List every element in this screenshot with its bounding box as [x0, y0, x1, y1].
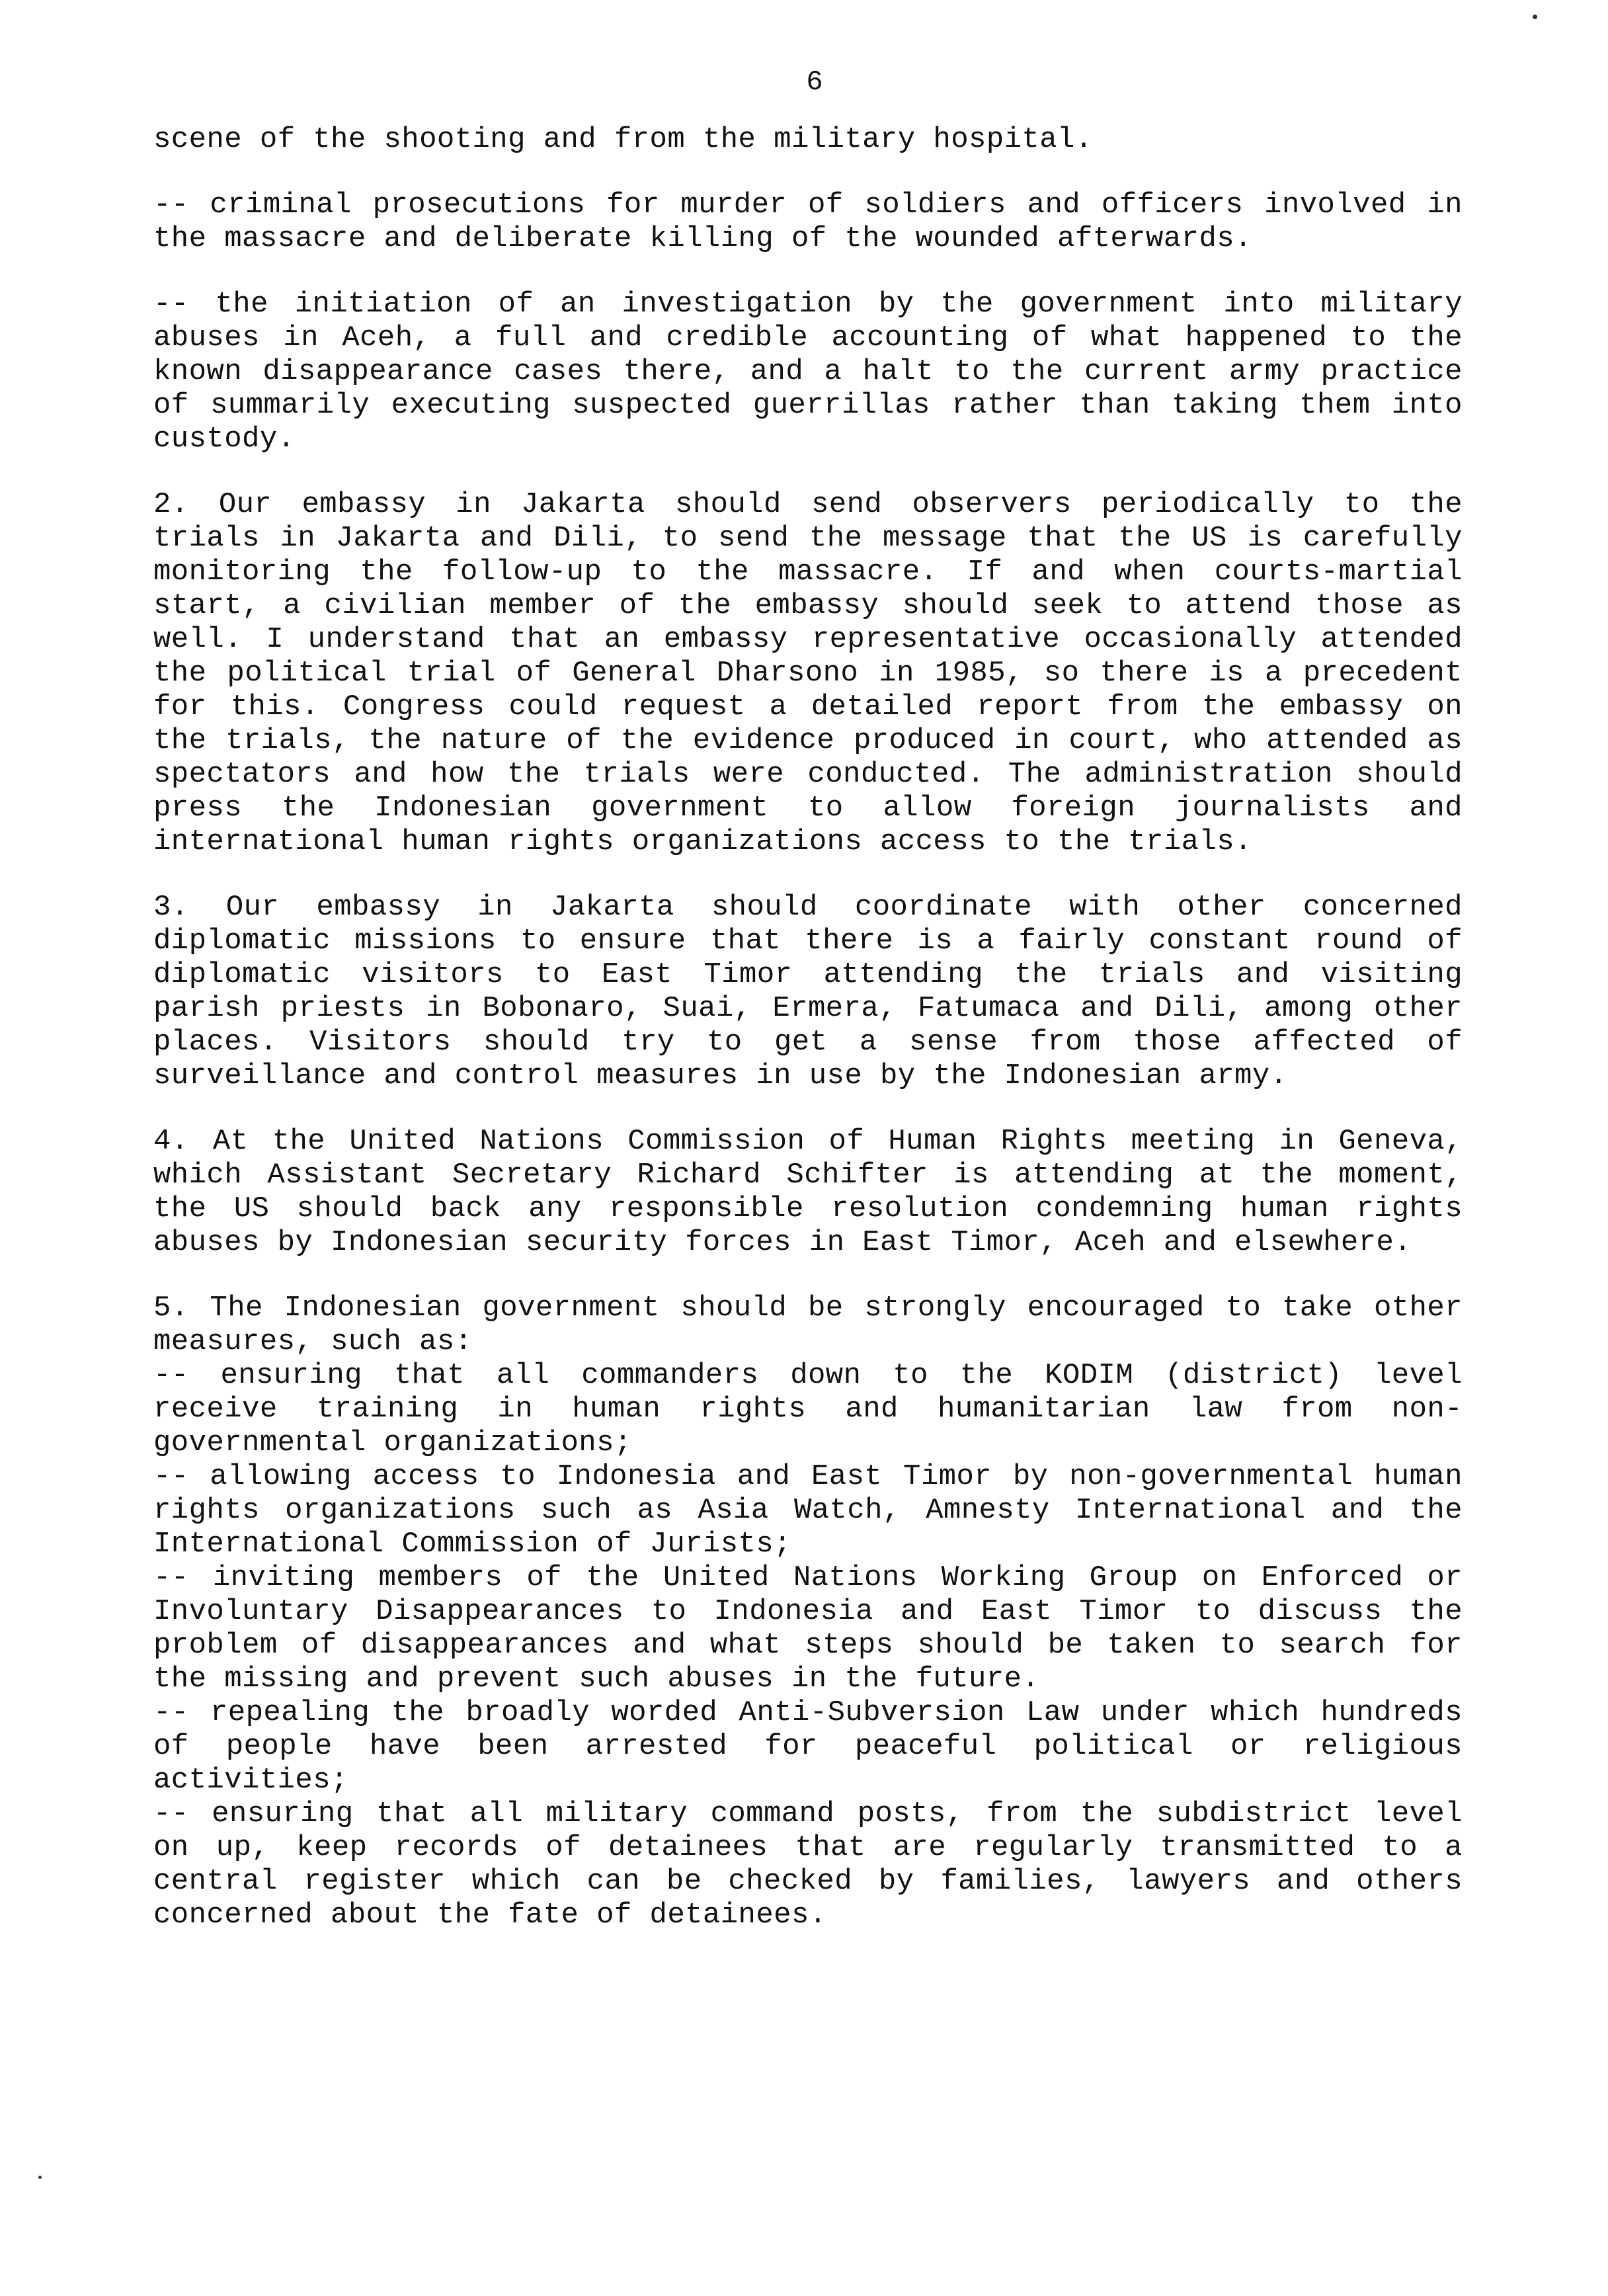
- paragraph-criminal-prosecutions: -- criminal prosecutions for murder of soldiers and officers involved in the massacre and deliberate killing of the wounded afterwards.: [153, 188, 1463, 255]
- paragraph-point-2: 2. Our embassy in Jakarta should send observers periodically to the trials in Jakarta and Dili, to send the message that the US is carefully monitoring the follow-up to the massacre. If and when courts-martial start, a civilian member of the embassy should seek to attend those as well. I understand that an embassy representative occasionally attended the political trial of General Dharsono in 1985, so there is a precedent for this. Congress could request a detailed report from the embassy on the trials, the nature of the evidence produced in court, who attended as spectators and how the trials were conducted. The administration should press the Indonesian government to allow foreign journalists and international human rights organizations access to the trials.: [153, 488, 1463, 858]
- list-item-detainee-records: -- ensuring that all military command posts, from the subdistrict level on up, keep records of detainees that are regularly transmitted to a central register which can be checked by families, lawyers and others concerned about the fate of detainees.: [153, 1797, 1463, 1932]
- document-body: [153, 123, 1463, 1932]
- list-item-training: -- ensuring that all commanders down to the KODIM (district) level receive training in human rights and humanitarian law from non-governmental organizations;: [153, 1359, 1463, 1459]
- paragraph-point-4: 4. At the United Nations Commission of Human Rights meeting in Geneva, which Assistant Secretary Richard Schifter is attending at the moment, the US should back any responsible resolution condemning human rights abuses by Indonesian security forces in East Timor, Aceh and elsewhere.: [153, 1125, 1463, 1259]
- paragraph-aceh-investigation: -- the initiation of an investigation by the government into military abuses in Aceh, a full and credible accounting of what happened to the known disappearance cases there, and a halt to the current army practice of summarily executing suspected guerrillas rather than taking them into custody.: [153, 288, 1463, 456]
- page-number: 6: [806, 66, 823, 98]
- paragraph-point-3: 3. Our embassy in Jakarta should coordinate with other concerned diplomatic missions to ensure that there is a fairly constant round of diplomatic visitors to East Timor attending the trials and visiting parish priests in Bobonaro, Suai, Ermera, Fatumaca and Dili, among other places. Visitors should try to get a sense from those affected of surveillance and control measures in use by the Indonesian army.: [153, 891, 1463, 1092]
- paragraph-continuation: scene of the shooting and from the military hospital.: [153, 123, 1093, 156]
- list-item-un-working-group: -- inviting members of the United Nations Working Group on Enforced or Involuntary Disappearances to Indonesia and East Timor to discuss the problem of disappearances and what steps should be taken to search for the missing and prevent such abuses in the future.: [153, 1561, 1463, 1696]
- list-item-access: -- allowing access to Indonesia and East Timor by non-governmental human rights organizations such as Asia Watch, Amnesty International and the International Commission of Jurists;: [153, 1460, 1463, 1561]
- list-item-anti-subversion-law: -- repealing the broadly worded Anti-Subversion Law under which hundreds of people have been arrested for peaceful political or religious activities;: [153, 1696, 1463, 1797]
- scan-speck: [38, 2176, 42, 2179]
- scan-speck: [1533, 15, 1537, 19]
- paragraph-point-5-intro: 5. The Indonesian government should be strongly encouraged to take other measures, such as:: [153, 1292, 1463, 1358]
